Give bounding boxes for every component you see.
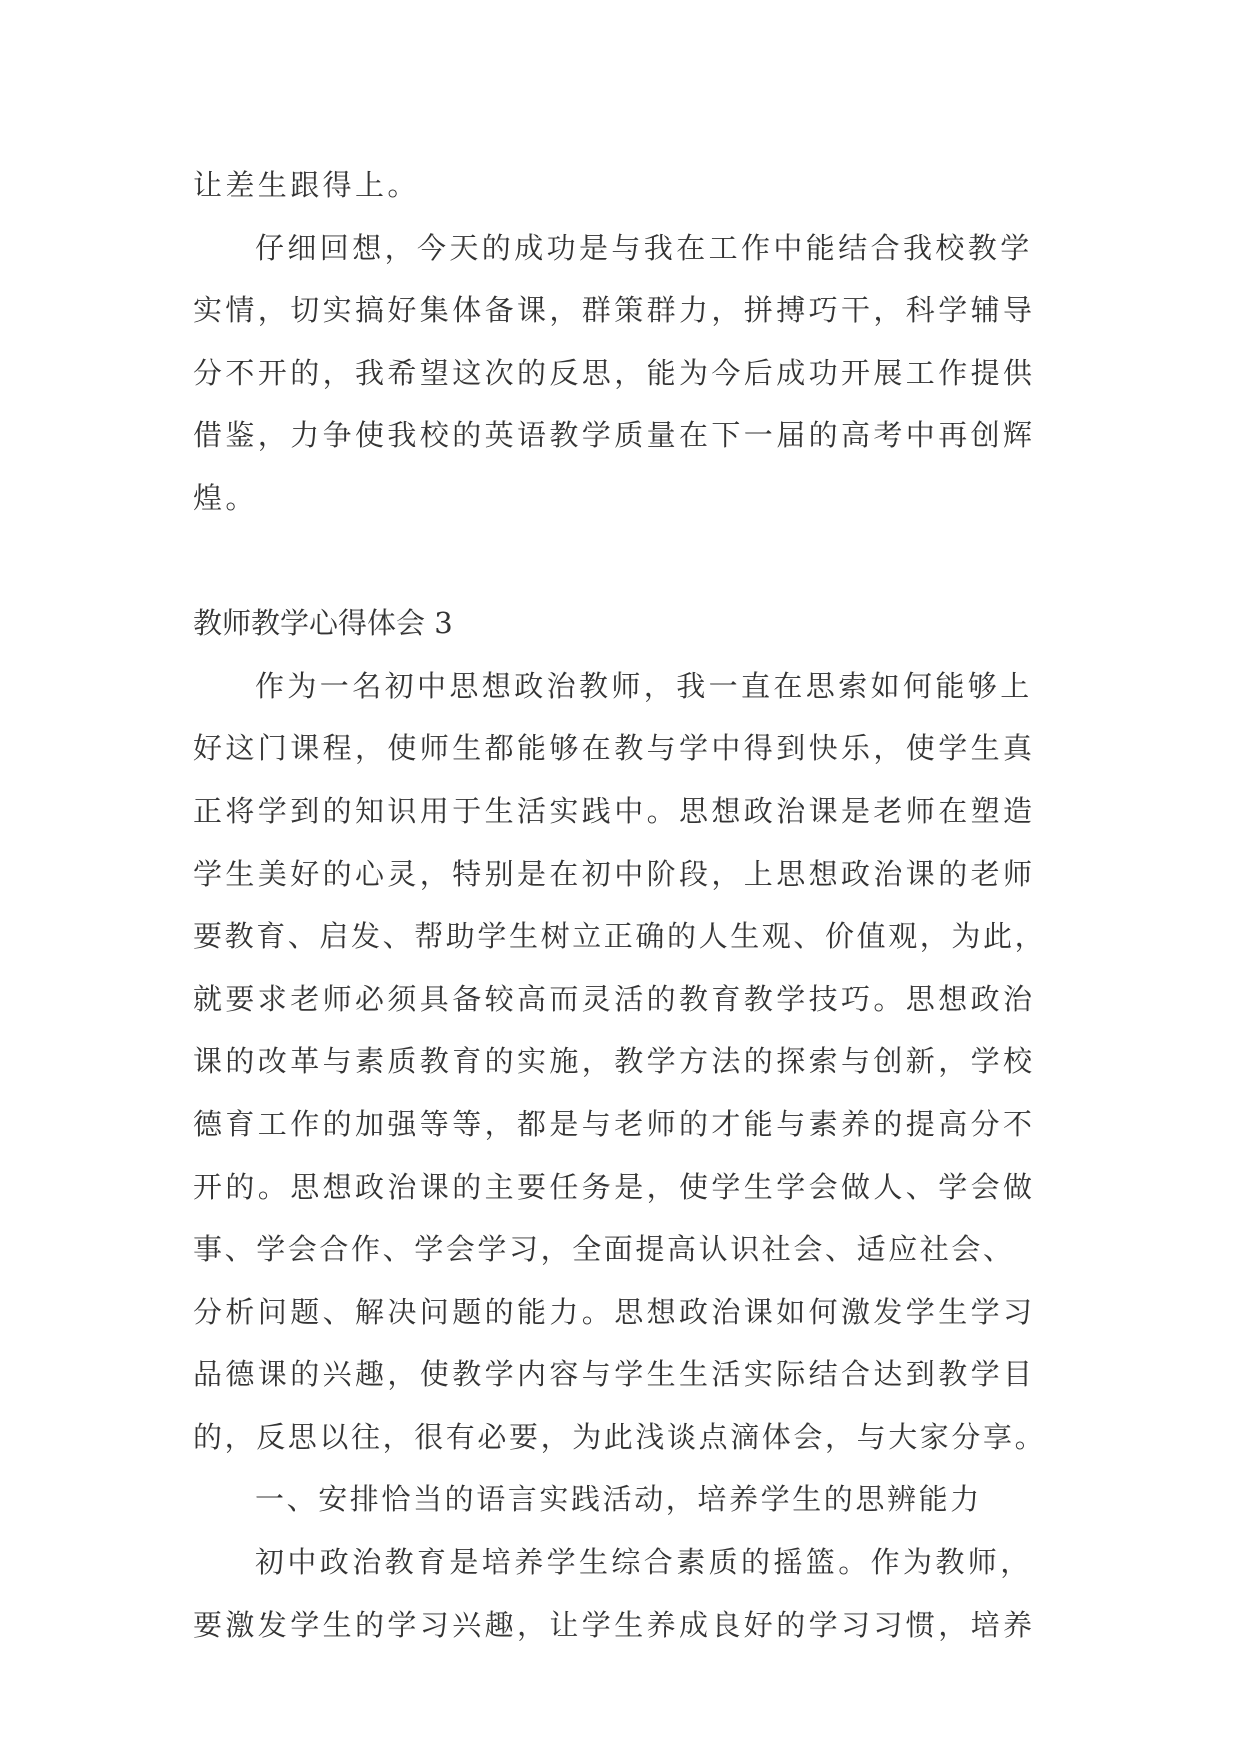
paragraph-line: 作为一名初中思想政治教师，我一直在思索如何能够上 (255, 668, 1033, 703)
paragraph-line: 就要求老师必须具备较高而灵活的教育教学技巧。思想政治 (193, 981, 1036, 1016)
paragraph-line: 事、学会合作、学会学习，全面提高认识社会、适应社会、 (193, 1232, 1015, 1267)
paragraph-line: 的，反思以往，很有必要，为此浅谈点滴体会，与大家分享。 (193, 1419, 1047, 1454)
paragraph-line: 实情，切实搞好集体备课，群策群力，拼搏巧干，科学辅导 (193, 293, 1036, 328)
paragraph-line: 煌。 (193, 480, 258, 515)
paragraph-line: 德育工作的加强等等，都是与老师的才能与素养的提高分不 (193, 1106, 1036, 1141)
paragraph-line: 初中政治教育是培养学生综合素质的摇篮。作为教师， (255, 1545, 1033, 1580)
paragraph-gap (193, 530, 1063, 593)
paragraph-line: 分不开的，我希望这次的反思，能为今后成功开展工作提供 (193, 355, 1036, 390)
paragraph-line: 好这门课程，使师生都能够在教与学中得到快乐，使学生真 (193, 731, 1036, 766)
paragraph-line: 要教育、启发、帮助学生树立正确的人生观、价值观，为此， (193, 919, 1047, 954)
paragraph-line: 品德课的兴趣，使教学内容与学生生活实际结合达到教学目 (193, 1357, 1036, 1392)
paragraph-line: 要激发学生的学习兴趣，让学生养成良好的学习习惯，培养 (193, 1607, 1036, 1642)
paragraph-line: 正将学到的知识用于生活实践中。思想政治课是老师在塑造 (193, 793, 1036, 828)
paragraph-line: 课的改革与素质教育的实施，教学方法的探索与创新，学校 (193, 1044, 1036, 1079)
paragraph-line: 学生美好的心灵，特别是在初中阶段，上思想政治课的老师 (193, 856, 1036, 891)
section-heading: 教师教学心得体会 3 (193, 606, 453, 641)
paragraph-line: 分析问题、解决问题的能力。思想政治课如何激发学生学习 (193, 1294, 1036, 1329)
paragraph-line: 让差生跟得上。 (193, 168, 420, 202)
paragraph-line: 借鉴，力争使我校的英语教学质量在下一届的高考中再创辉 (193, 418, 1036, 453)
subheading-line: 一、安排恰当的语言实践活动，培养学生的思辨能力 (255, 1482, 982, 1517)
paragraph-line: 仔细回想，今天的成功是与我在工作中能结合我校教学 (255, 230, 1033, 265)
document-body (193, 154, 1063, 1656)
paragraph-line: 开的。思想政治课的主要任务是，使学生学会做人、学会做 (193, 1169, 1036, 1204)
